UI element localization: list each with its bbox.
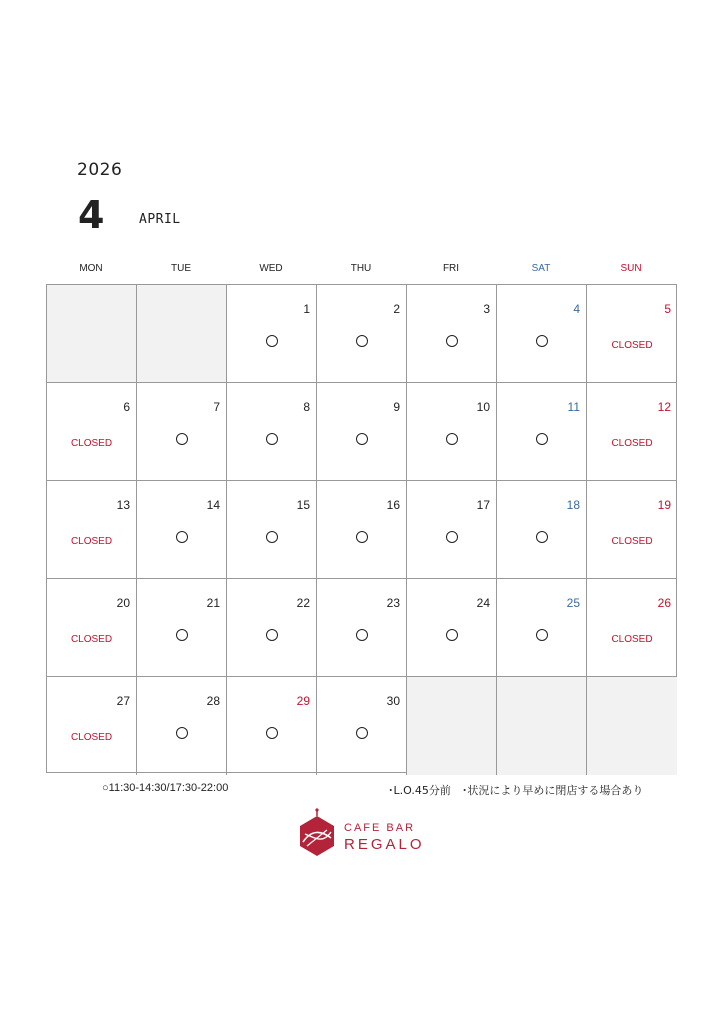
open-circle-icon <box>137 531 226 546</box>
open-circle-icon <box>227 335 316 350</box>
circle-icon <box>266 727 278 739</box>
day-cell <box>317 677 407 775</box>
day-number: 13 <box>116 498 130 512</box>
open-circle-icon <box>317 433 406 448</box>
open-circle-icon <box>227 433 316 448</box>
day-cell <box>317 285 407 383</box>
day-number: 8 <box>303 400 310 414</box>
day-number: 7 <box>213 400 220 414</box>
day-cell <box>47 579 137 677</box>
open-circle-icon <box>317 531 406 546</box>
day-cell <box>407 285 497 383</box>
circle-icon <box>446 629 458 641</box>
open-circle-icon <box>407 433 496 448</box>
day-cell <box>137 579 227 677</box>
day-cell <box>137 383 227 481</box>
day-number: 22 <box>296 596 310 610</box>
day-number: 21 <box>206 596 220 610</box>
circle-icon <box>536 433 548 445</box>
day-cell <box>227 677 317 775</box>
circle-icon <box>356 629 368 641</box>
circle-icon <box>356 335 368 347</box>
day-number: 16 <box>386 498 400 512</box>
circle-icon <box>266 433 278 445</box>
closed-label: CLOSED <box>70 536 113 547</box>
circle-icon <box>176 629 188 641</box>
day-number: 1 <box>303 302 310 316</box>
open-circle-icon <box>227 629 316 644</box>
closed-label: CLOSED <box>611 634 653 645</box>
day-cell <box>47 677 137 775</box>
weekday-wed: WED <box>259 263 283 274</box>
day-number: 19 <box>657 498 671 512</box>
circle-icon <box>176 531 188 543</box>
day-number: 24 <box>476 596 490 610</box>
circle-icon <box>356 531 368 543</box>
circle-icon <box>536 629 548 641</box>
day-number: 17 <box>476 498 490 512</box>
day-number: 20 <box>116 596 130 610</box>
hours-note: ○11:30-14:30/17:30-22:00 <box>102 782 229 794</box>
circle-icon <box>446 433 458 445</box>
day-cell <box>317 579 407 677</box>
day-number: 9 <box>393 400 400 414</box>
empty-cell <box>497 677 587 775</box>
open-circle-icon <box>137 433 226 448</box>
day-cell <box>587 481 677 579</box>
day-cell <box>497 285 587 383</box>
circle-icon <box>176 433 188 445</box>
day-number: 29 <box>296 694 310 708</box>
circle-icon <box>176 727 188 739</box>
circle-icon <box>356 727 368 739</box>
day-cell <box>497 481 587 579</box>
circle-icon <box>266 335 278 347</box>
day-cell <box>587 383 677 481</box>
day-number: 10 <box>476 400 490 414</box>
day-number: 11 <box>567 400 580 414</box>
year: 2026 <box>77 160 123 180</box>
weekday-sat: SAT <box>531 263 551 274</box>
day-cell <box>227 481 317 579</box>
logo-line1: CAFE BAR <box>344 822 416 834</box>
day-number: 18 <box>566 498 580 512</box>
open-circle-icon <box>407 629 496 644</box>
day-number: 12 <box>657 400 671 414</box>
day-cell <box>47 383 137 481</box>
open-circle-icon <box>497 531 586 546</box>
month-number: 4 <box>78 193 105 237</box>
day-cell <box>407 383 497 481</box>
closed-label: CLOSED <box>611 536 653 547</box>
circle-icon <box>536 531 548 543</box>
day-cell <box>227 579 317 677</box>
day-number: 14 <box>206 498 220 512</box>
circle-icon <box>446 335 458 347</box>
hexagon-logo-icon <box>297 808 337 860</box>
closed-label: CLOSED <box>70 634 113 645</box>
closed-label: CLOSED <box>611 438 653 449</box>
closed-label: CLOSED <box>70 438 113 449</box>
empty-cell <box>407 677 497 775</box>
day-cell <box>227 383 317 481</box>
empty-cell <box>587 677 677 775</box>
open-circle-icon <box>407 335 496 350</box>
cafe-logo <box>297 808 437 860</box>
day-number: 5 <box>664 302 671 316</box>
empty-cell <box>47 285 137 383</box>
day-cell <box>407 481 497 579</box>
calendar-grid <box>46 284 677 773</box>
circle-icon <box>536 335 548 347</box>
month-name: APRIL <box>139 212 181 227</box>
weekday-thu: THU <box>350 263 372 274</box>
weekday-fri: FRI <box>442 263 460 274</box>
day-cell <box>587 579 677 677</box>
open-circle-icon <box>497 629 586 644</box>
circle-icon <box>356 433 368 445</box>
day-number: 25 <box>566 596 580 610</box>
day-cell <box>137 677 227 775</box>
day-number: 27 <box>116 694 130 708</box>
circle-icon <box>446 531 458 543</box>
circle-icon <box>266 629 278 641</box>
open-circle-icon <box>497 335 586 350</box>
open-circle-icon <box>317 727 406 742</box>
open-circle-icon <box>227 531 316 546</box>
circle-icon <box>266 531 278 543</box>
day-cell <box>317 481 407 579</box>
day-cell <box>47 481 137 579</box>
day-cell <box>407 579 497 677</box>
weekday-mon: MON <box>79 263 103 274</box>
open-circle-icon <box>407 531 496 546</box>
empty-cell <box>137 285 227 383</box>
logo-line2: REGALO <box>344 836 425 853</box>
day-cell <box>227 285 317 383</box>
open-circle-icon <box>497 433 586 448</box>
open-circle-icon <box>317 629 406 644</box>
day-number: 26 <box>657 596 671 610</box>
extra-note: ･L.O.45分前 ･状況により早めに閉店する場合あり <box>388 784 644 797</box>
closed-label: CLOSED <box>611 340 653 351</box>
day-number: 30 <box>386 694 400 708</box>
open-circle-icon <box>137 629 226 644</box>
day-number: 3 <box>483 302 490 316</box>
closed-label: CLOSED <box>70 732 113 743</box>
open-circle-icon <box>317 335 406 350</box>
day-number: 6 <box>123 400 130 414</box>
open-circle-icon <box>137 727 226 742</box>
day-cell <box>497 383 587 481</box>
day-number: 15 <box>296 498 310 512</box>
day-cell <box>317 383 407 481</box>
day-number: 28 <box>206 694 220 708</box>
day-cell <box>137 481 227 579</box>
day-cell <box>497 579 587 677</box>
weekday-sun: SUN <box>620 263 642 274</box>
day-number: 23 <box>386 596 400 610</box>
open-circle-icon <box>227 727 316 742</box>
day-number: 4 <box>573 302 580 316</box>
day-number: 2 <box>393 302 400 316</box>
weekday-tue: TUE <box>171 263 191 274</box>
day-cell <box>587 285 677 383</box>
